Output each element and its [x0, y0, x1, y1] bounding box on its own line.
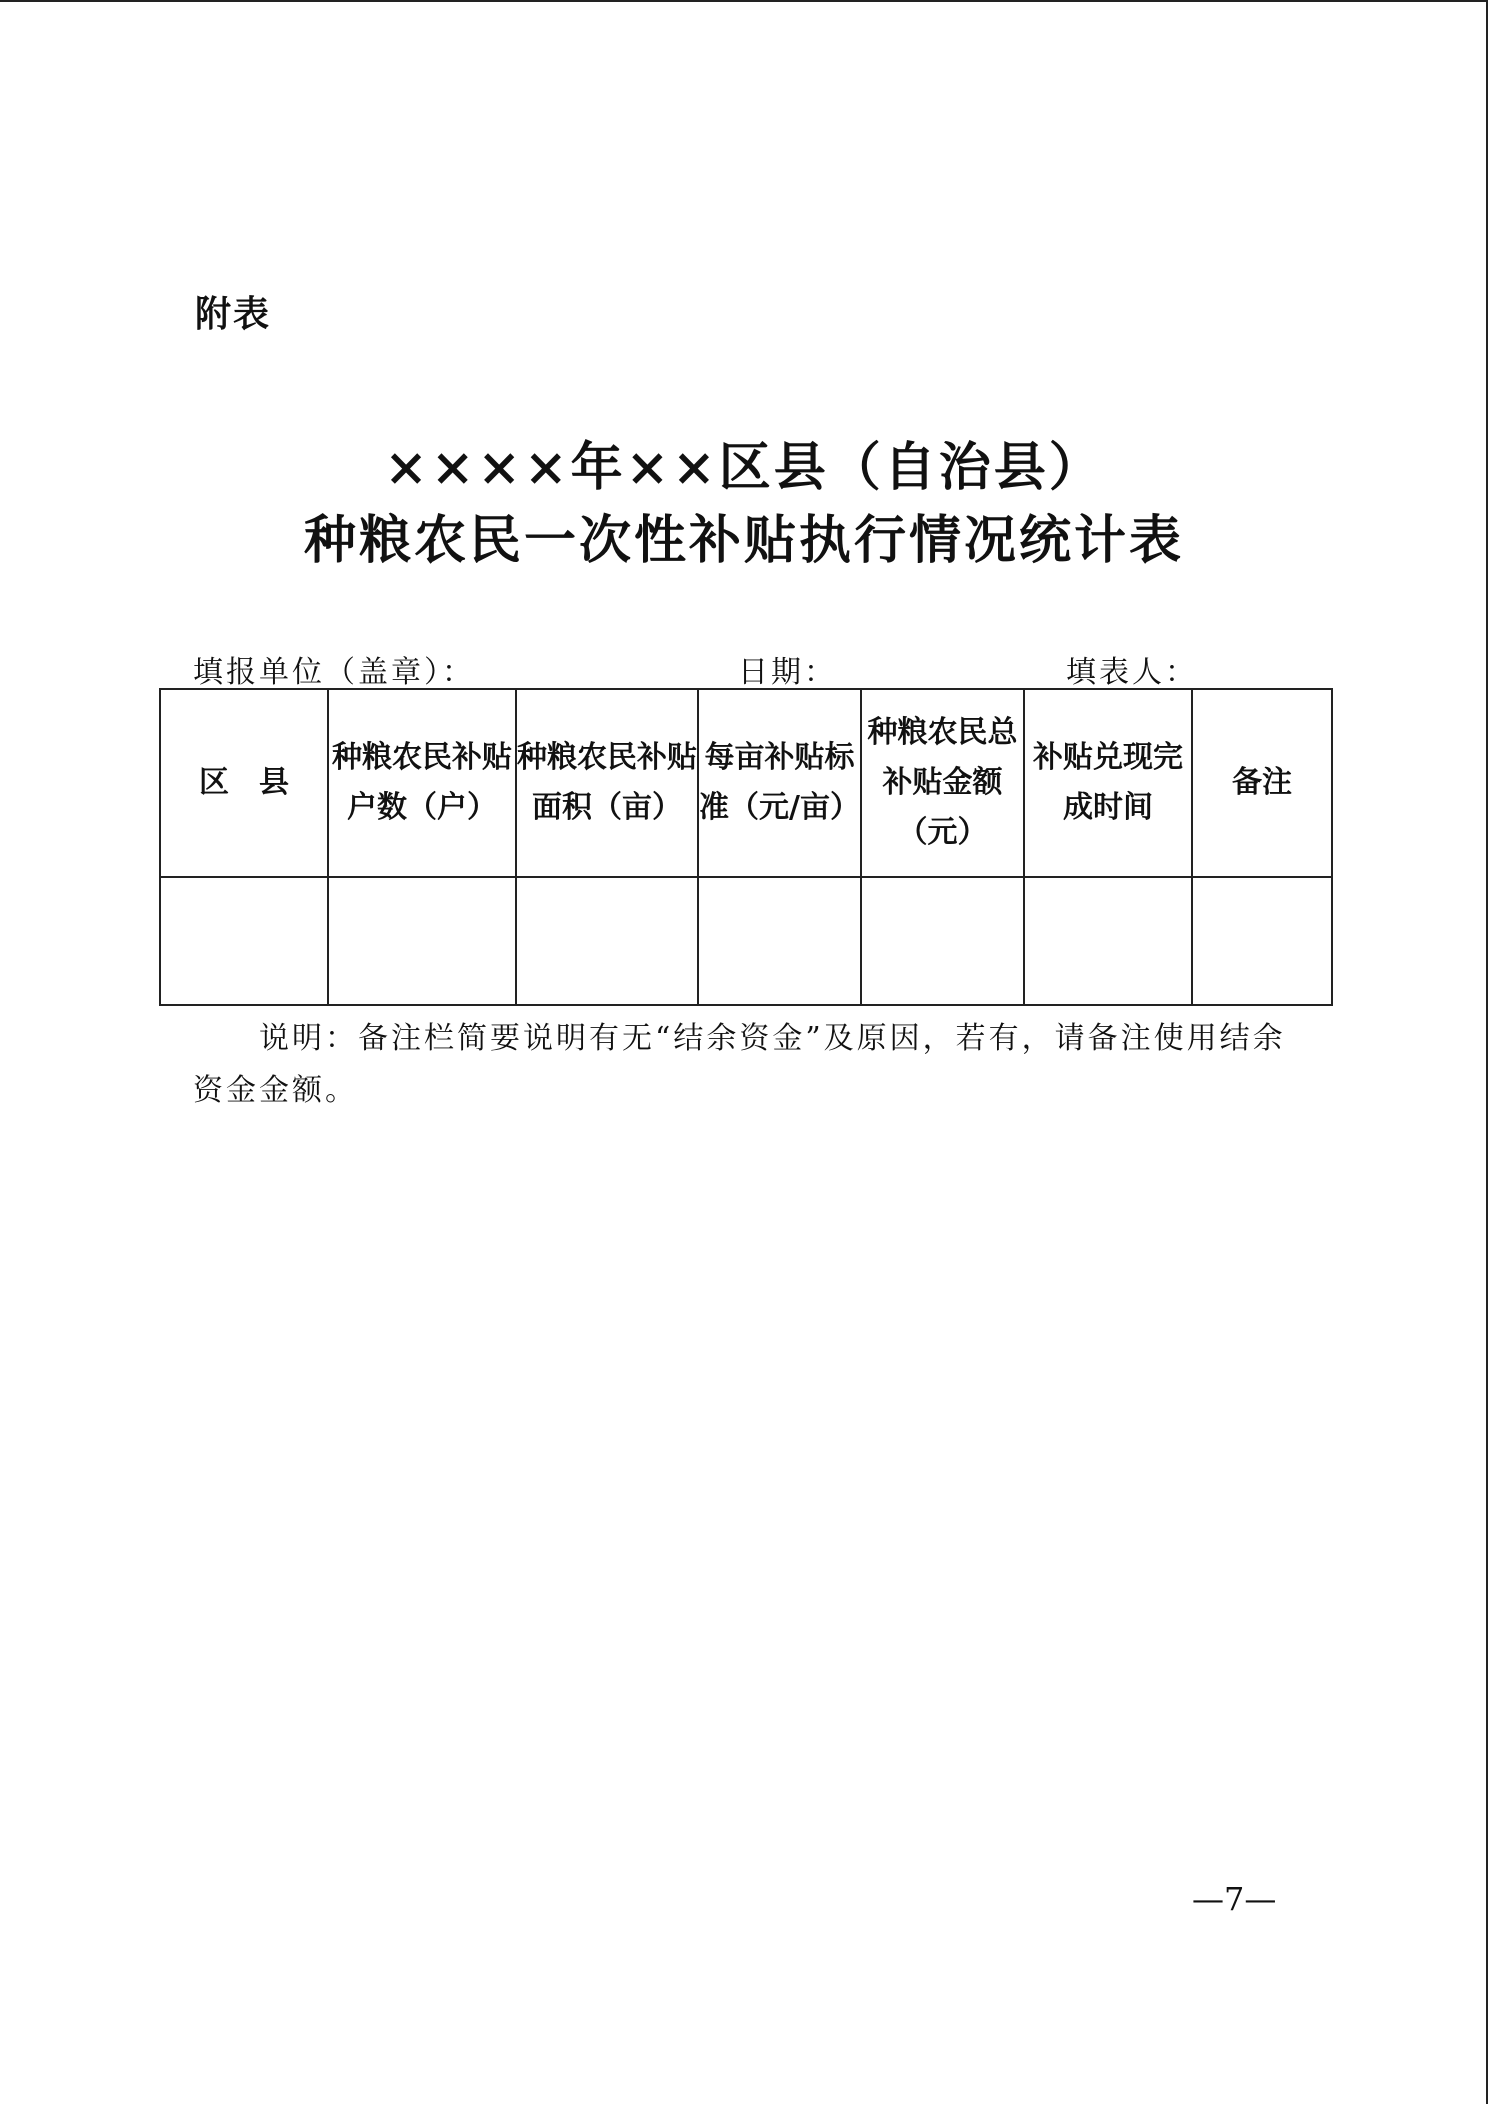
subsidy-statistics-table [159, 688, 1333, 1006]
header-household-count: 种粮农民补贴户数（户） [328, 689, 516, 877]
reporting-unit-label: 填报单位（盖章）： [193, 655, 475, 690]
table-cell [698, 877, 861, 1005]
table-cell [1192, 877, 1332, 1005]
table-cell [328, 877, 516, 1005]
table-cell [861, 877, 1024, 1005]
appendix-label: 附表 [195, 294, 272, 335]
table-header-row [160, 689, 1332, 877]
header-subsidy-area: 种粮农民补贴面积（亩） [516, 689, 698, 877]
header-completion-time: 补贴兑现完成时间 [1024, 689, 1192, 877]
filler-label: 填表人： [1066, 655, 1198, 690]
table-cell [160, 877, 328, 1005]
explanatory-note: 说明：备注栏简要说明有无“结余资金”及原因，若有，请备注使用结余资金金额。 [193, 1021, 1286, 1108]
table-cell [1024, 877, 1192, 1005]
header-remarks: 备注 [1192, 689, 1332, 877]
table-row [160, 877, 1332, 1005]
date-label: 日期： [738, 655, 837, 690]
table-cell [516, 877, 698, 1005]
page-top-border [0, 0, 1488, 2]
header-total-subsidy: 种粮农民总补贴金额（元） [861, 689, 1024, 877]
document-title-line-1: ××××年××区县（自治县） [384, 437, 1104, 498]
page-number: —7— [1192, 1880, 1277, 1918]
document-title-line-2: 种粮农民一次性补贴执行情况统计表 [303, 510, 1184, 571]
header-district-county: 区 县 [160, 689, 328, 877]
header-subsidy-per-mu: 每亩补贴标准（元/亩） [698, 689, 861, 877]
